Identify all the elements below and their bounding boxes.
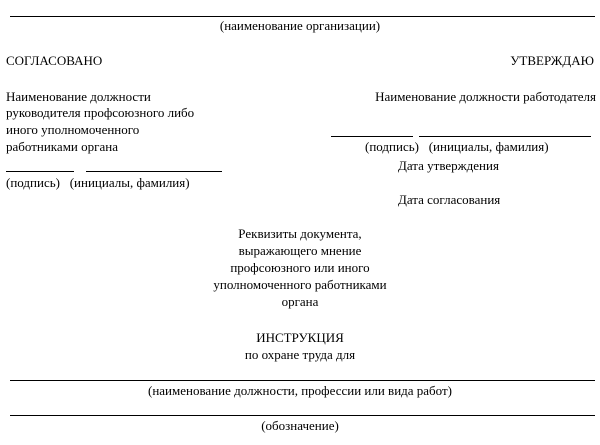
organization-caption: (наименование организации) <box>219 18 381 33</box>
union-position-line-2: руководителя профсоюзного либо <box>6 105 195 120</box>
union-position-line-3: иного уполномоченного <box>6 122 140 137</box>
requisites-line-4: уполномоченного работниками <box>213 277 387 292</box>
requisites-line-3: профсоюзного или иного <box>230 260 370 275</box>
employer-signature-line <box>331 136 413 137</box>
approved-heading: УТВЕРЖДАЮ <box>510 53 594 68</box>
approval-date: Дата утверждения <box>398 158 499 173</box>
union-signature-caption: (подпись) (инициалы, фамилия) <box>6 175 190 190</box>
agreed-heading: СОГЛАСОВАНО <box>6 53 103 68</box>
union-name-line <box>86 171 222 172</box>
union-position-line-4: работниками органа <box>6 139 118 154</box>
requisites-line-1: Реквизиты документа, <box>238 226 362 241</box>
organization-name-line <box>10 16 595 17</box>
employer-position: Наименование должности работодателя <box>375 89 596 104</box>
designation-caption: (обозначение) <box>261 418 339 433</box>
agreement-date: Дата согласования <box>398 192 501 207</box>
employer-name-line <box>419 136 591 137</box>
designation-line <box>10 415 595 416</box>
requisites-line-2: выражающего мнение <box>238 243 362 258</box>
position-profession-line <box>10 380 595 381</box>
instruction-subtitle: по охране труда для <box>244 347 356 362</box>
union-signature-line <box>6 171 74 172</box>
instruction-title: ИНСТРУКЦИЯ <box>256 330 344 345</box>
position-profession-caption: (наименование должности, профессии или вида работ) <box>147 383 453 398</box>
requisites-line-5: органа <box>281 294 319 309</box>
union-position-line-1: Наименование должности <box>6 89 151 104</box>
employer-signature-caption: (подпись) (инициалы, фамилия) <box>365 139 549 154</box>
